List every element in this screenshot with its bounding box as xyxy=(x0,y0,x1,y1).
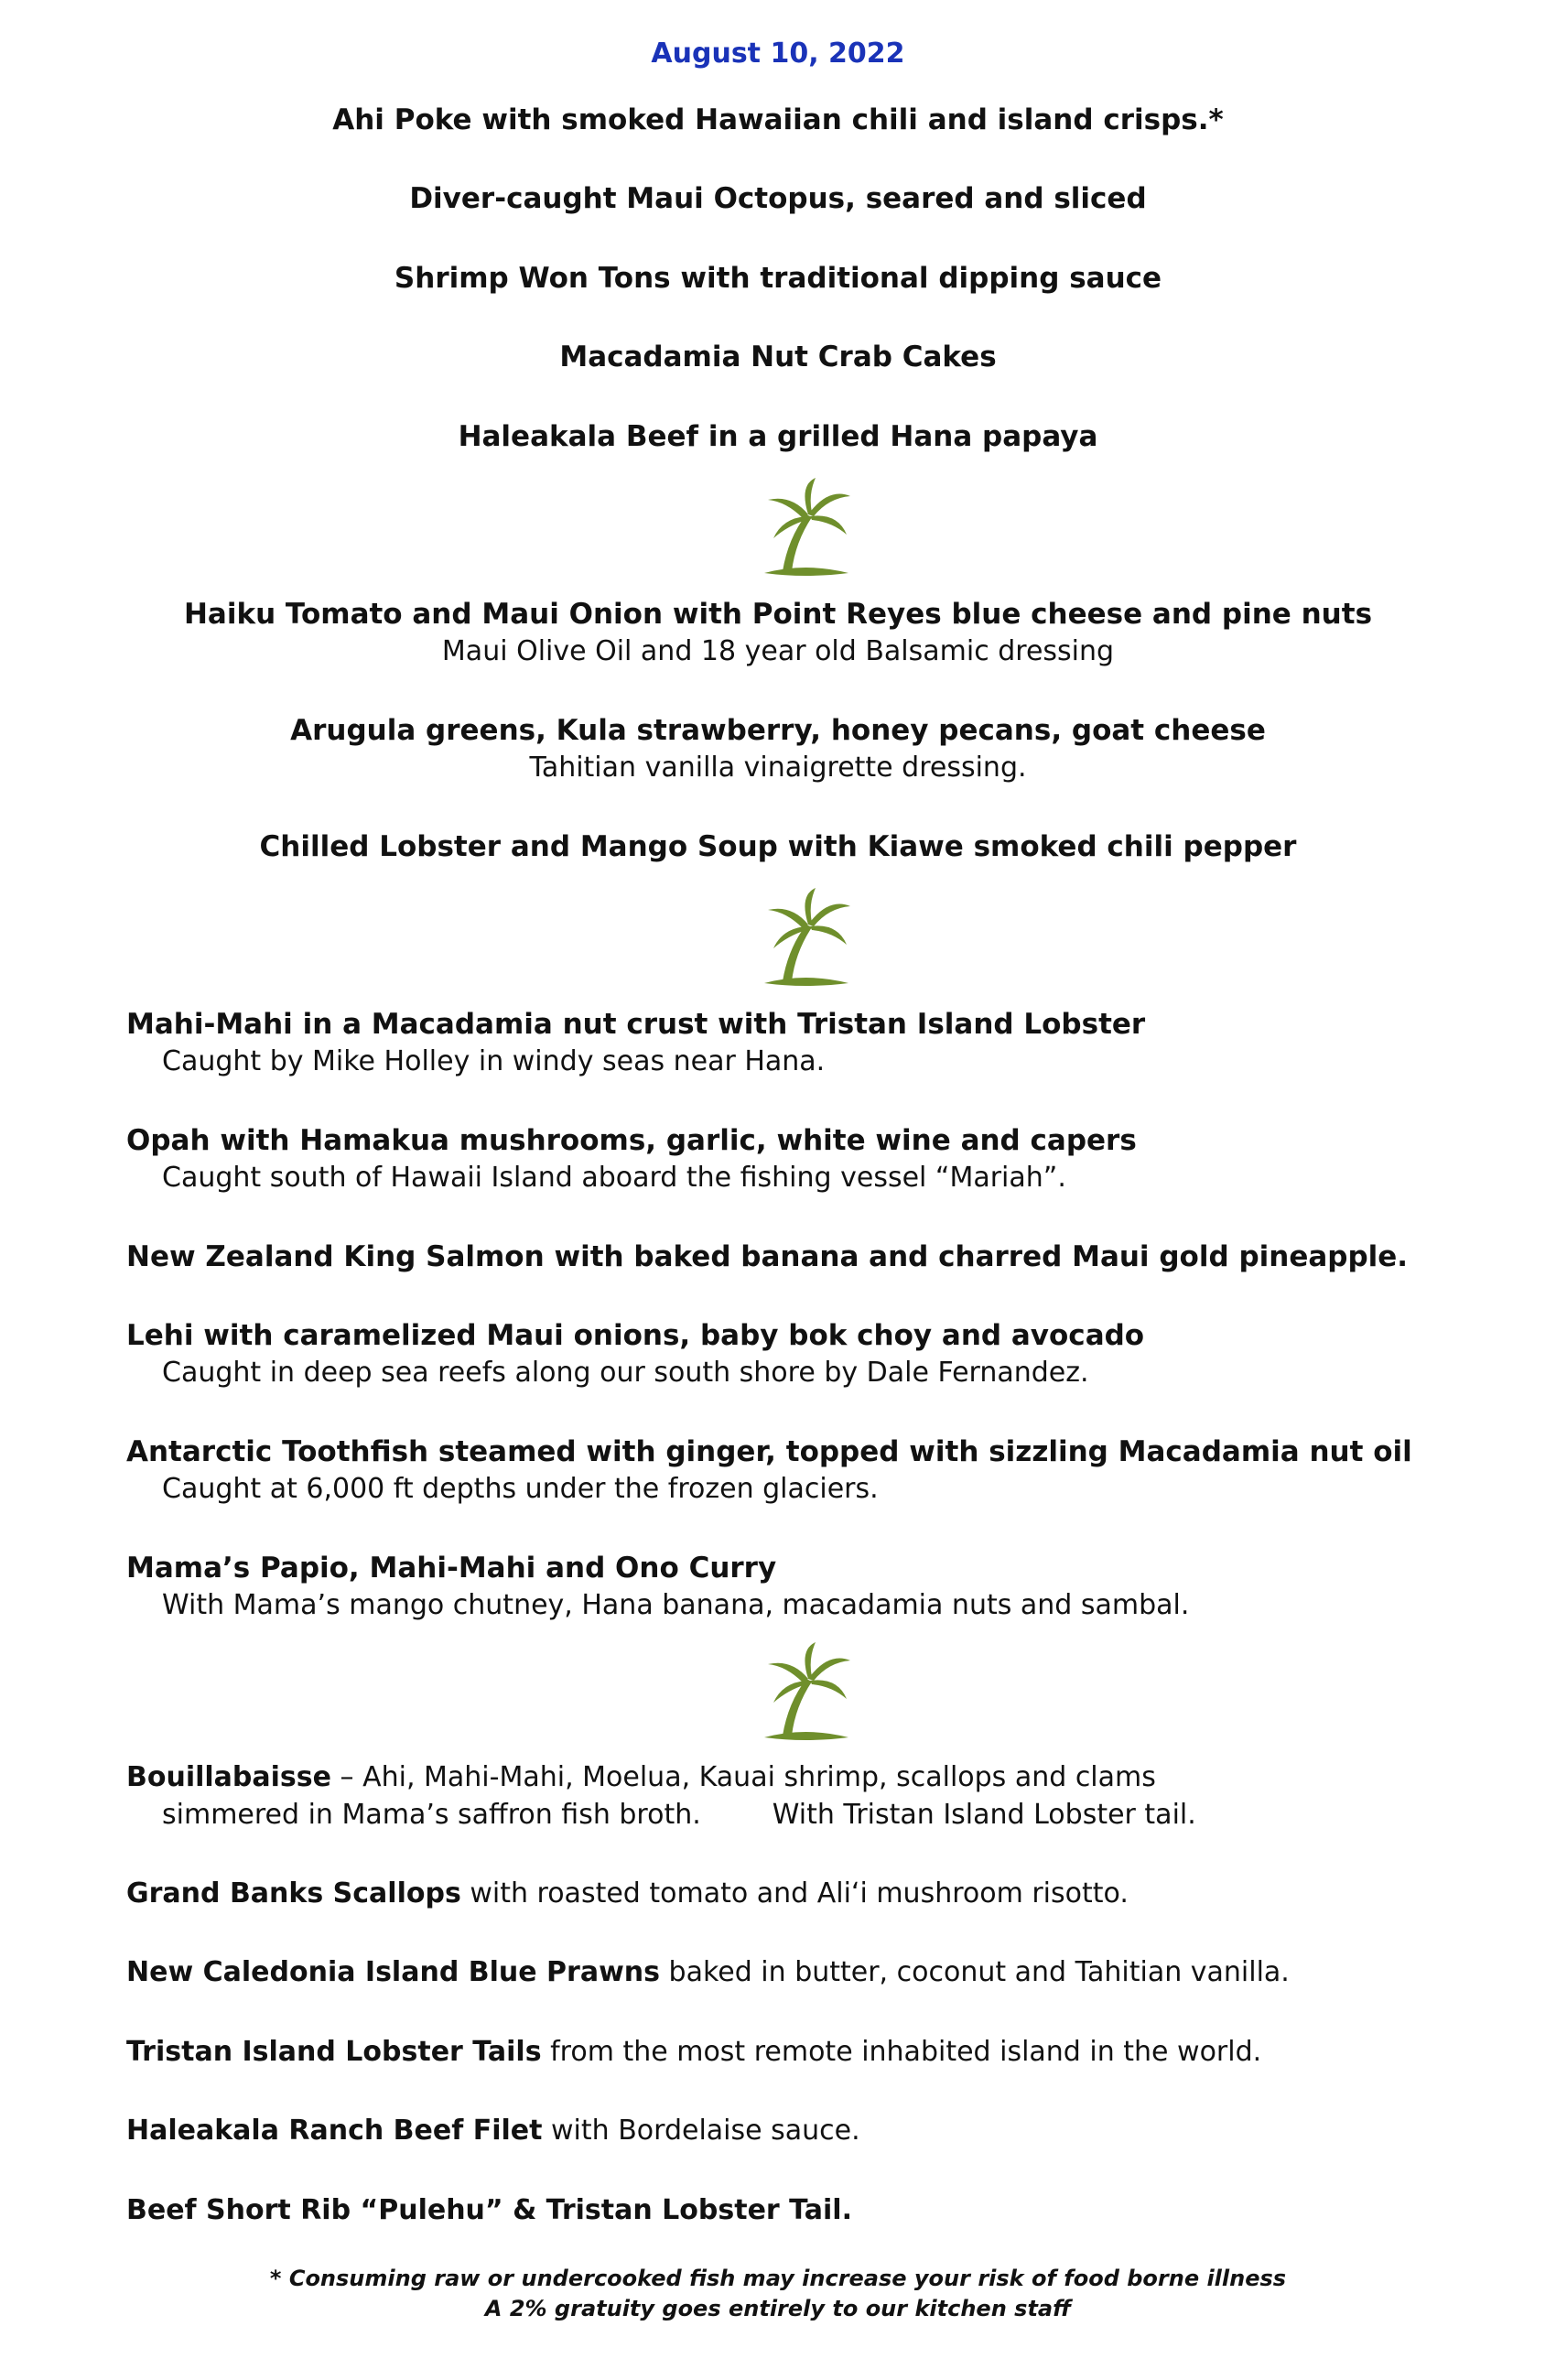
main-desc: with roasted tomato and Ali‘i mushroom risotto. xyxy=(460,1877,1129,1909)
footer-disclaimer: * Consuming raw or undercooked fish may increase your risk of food borne illness xyxy=(269,2266,1287,2291)
palm-tree-icon xyxy=(755,1642,856,1743)
main-title: Grand Banks Scallops xyxy=(126,1877,461,1909)
starter-item: Ahi Poke with smoked Hawaiian chili and island crisps.* xyxy=(332,103,1224,136)
salad-title: Arugula greens, Kula strawberry, honey pecans, goat cheese xyxy=(290,714,1266,747)
fish-desc: Caught in deep sea reefs along our south shore by Dale Fernandez. xyxy=(162,1357,1089,1389)
main-title: Haleakala Ranch Beef Filet xyxy=(126,2115,543,2147)
main-item xyxy=(126,1877,1129,1909)
fish-title: Opah with Hamakua mushrooms, garlic, white wine and capers xyxy=(126,1124,1137,1157)
palm-tree-icon xyxy=(755,888,856,989)
main-desc: With Tristan Island Lobster tail. xyxy=(772,1799,1196,1831)
main-item xyxy=(126,2036,1262,2068)
main-desc-line xyxy=(162,1801,1196,1829)
salad-title: Haiku Tomato and Maui Onion with Point Reyes blue cheese and pine nuts xyxy=(183,598,1373,631)
fish-desc: Caught south of Hawaii Island aboard the fishing vessel “Mariah”. xyxy=(162,1162,1066,1194)
main-title: Bouillabaisse xyxy=(126,1761,331,1793)
fish-title: New Zealand King Salmon with baked banana and charred Maui gold pineapple. xyxy=(126,1240,1409,1273)
fish-title: Lehi with caramelized Maui onions, baby bok choy and avocado xyxy=(126,1319,1145,1352)
fish-title: Mama’s Papio, Mahi-Mahi and Ono Curry xyxy=(126,1552,777,1585)
main-title: Tristan Island Lobster Tails xyxy=(126,2036,542,2068)
main-desc: – Ahi, Mahi-Mahi, Moelua, Kauai shrimp, scallops and clams xyxy=(331,1761,1156,1793)
main-desc: from the most remote inhabited island in the world. xyxy=(541,2036,1262,2068)
fish-title: Antarctic Toothfish steamed with ginger, topped with sizzling Macadamia nut oil xyxy=(126,1435,1412,1468)
main-item xyxy=(126,1956,1290,1988)
starter-item: Shrimp Won Tons with traditional dipping sauce xyxy=(394,262,1162,295)
main-desc: simmered in Mama’s saffron fish broth. xyxy=(162,1799,701,1831)
fish-desc: Caught at 6,000 ft depths under the frozen glaciers. xyxy=(162,1473,879,1505)
fish-title: Mahi-Mahi in a Macadamia nut crust with Tristan Island Lobster xyxy=(126,1008,1146,1041)
main-desc: with Bordelaise sauce. xyxy=(542,2115,860,2147)
salad-desc: Tahitian vanilla vinaigrette dressing. xyxy=(529,752,1027,784)
main-item xyxy=(126,1761,1156,1793)
soup-title: Chilled Lobster and Mango Soup with Kiawe smoked chili pepper xyxy=(259,830,1297,863)
fish-desc: Caught by Mike Holley in windy seas near Hana. xyxy=(162,1045,826,1077)
starter-item: Haleakala Beef in a grilled Hana papaya xyxy=(458,420,1098,453)
fish-desc: With Mama’s mango chutney, Hana banana, macadamia nuts and sambal. xyxy=(162,1589,1190,1621)
salad-desc: Maui Olive Oil and 18 year old Balsamic dressing xyxy=(441,635,1115,667)
footer-gratuity: A 2% gratuity goes entirely to our kitchen staff xyxy=(484,2296,1072,2321)
starter-item: Macadamia Nut Crab Cakes xyxy=(559,341,997,373)
menu-date: August 10, 2022 xyxy=(651,38,905,70)
palm-tree-icon xyxy=(755,478,856,579)
main-desc: baked in butter, coconut and Tahitian vanilla. xyxy=(660,1956,1290,1988)
main-item xyxy=(126,2194,852,2226)
main-title: New Caledonia Island Blue Prawns xyxy=(126,1956,660,1988)
starter-item: Diver-caught Maui Octopus, seared and sliced xyxy=(409,182,1147,215)
main-item xyxy=(126,2117,860,2145)
main-title: Beef Short Rib “Pulehu” & Tristan Lobster Tail. xyxy=(126,2194,852,2226)
